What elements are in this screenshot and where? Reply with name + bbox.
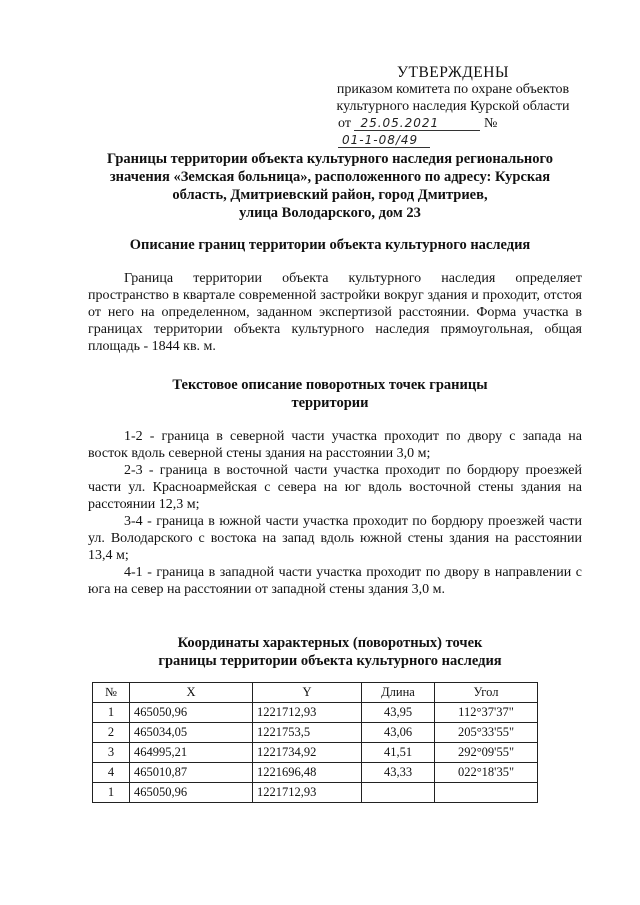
col-header-x: X	[130, 683, 253, 703]
cell-y: 1221712,93	[253, 783, 362, 803]
cell-angle	[435, 783, 538, 803]
approval-line-1: приказом комитета по охране объектов	[336, 82, 570, 97]
cell-length	[362, 783, 435, 803]
point-item: 2-3 - граница в восточной части участка проходит по бордюру проезжей части ул. Красноармейская с севера на юг вдоль восточной стены здания на расстоянии 12,3 м;	[88, 463, 582, 512]
table-row	[93, 783, 538, 803]
table-row	[93, 703, 538, 723]
col-header-number: №	[93, 683, 130, 703]
cell-y: 1221734,92	[253, 743, 362, 763]
coords-heading	[80, 634, 580, 670]
main-heading-line: улица Володарского, дом 23	[239, 205, 421, 221]
cell-y: 1221696,48	[253, 763, 362, 783]
coordinates-table	[92, 682, 538, 803]
table-row	[93, 763, 538, 783]
main-heading	[80, 150, 580, 222]
cell-number: 1	[93, 703, 130, 723]
approval-line-2: культурного наследия Курской области	[336, 99, 570, 114]
cell-angle: 292°09'55"	[435, 743, 538, 763]
cell-x: 465034,05	[130, 723, 253, 743]
cell-number: 1	[93, 783, 130, 803]
coords-heading-line: границы территории объекта культурного наследия	[158, 653, 502, 669]
col-header-angle: Угол	[435, 683, 538, 703]
description-text: Граница территории объекта культурного наследия определяет пространство в квартале современной застройки вокруг здания и проходит, отстоя от него на определенном, заданном экспертизой расстоянии. Форма участка в границах территории объекта культурного наследия прямоугольная, общая площадь - 1844 кв. м.	[88, 271, 582, 354]
table-row	[93, 743, 538, 763]
cell-number: 4	[93, 763, 130, 783]
coords-heading-line: Координаты характерных (поворотных) точек	[177, 635, 483, 651]
approval-date-line	[318, 115, 588, 149]
points-heading	[80, 376, 580, 412]
cell-angle: 022°18'35"	[435, 763, 538, 783]
cell-y: 1221753,5	[253, 723, 362, 743]
col-header-length: Длина	[362, 683, 435, 703]
main-heading-line: значения «Земская больница», расположенного по адресу: Курская	[109, 169, 551, 185]
cell-x: 465050,96	[130, 783, 253, 803]
approval-block	[318, 64, 588, 149]
date-handwritten: 25.05.2021	[354, 117, 480, 131]
point-item: 4-1 - граница в западной части участка проходит по двору в направлении с юга на север на расстоянии от западной стены здания 3,0 м.	[88, 565, 582, 597]
col-header-y: Y	[253, 683, 362, 703]
cell-x: 464995,21	[130, 743, 253, 763]
main-heading-line: Границы территории объекта культурного наследия регионального	[107, 151, 553, 167]
cell-length: 41,51	[362, 743, 435, 763]
cell-x: 465010,87	[130, 763, 253, 783]
table-header-row	[93, 683, 538, 703]
cell-angle: 112°37'37"	[435, 703, 538, 723]
number-prefix: №	[483, 116, 498, 131]
cell-length: 43,33	[362, 763, 435, 783]
description-heading: Описание границ территории объекта культурного наследия	[129, 237, 531, 253]
main-heading-line: область, Дмитриевский район, город Дмитриев,	[172, 187, 488, 203]
cell-number: 2	[93, 723, 130, 743]
points-heading-line: территории	[291, 395, 369, 411]
approval-title: УТВЕРЖДЕНЫ	[397, 64, 509, 81]
table-row	[93, 723, 538, 743]
cell-length: 43,95	[362, 703, 435, 723]
cell-angle: 205°33'55"	[435, 723, 538, 743]
cell-number: 3	[93, 743, 130, 763]
description-paragraph	[88, 270, 582, 355]
cell-length: 43,06	[362, 723, 435, 743]
points-list	[88, 428, 582, 598]
points-heading-line: Текстовое описание поворотных точек границы	[172, 377, 488, 393]
cell-x: 465050,96	[130, 703, 253, 723]
cell-y: 1221712,93	[253, 703, 362, 723]
point-item: 3-4 - граница в южной части участка проходит по бордюру проезжей части ул. Володарского с востока на запад вдоль южной стены здания на расстоянии 13,4 м;	[88, 514, 582, 563]
point-item: 1-2 - граница в северной части участка проходит по двору с запада на восток вдоль северной стены здания на расстоянии 3,0 м;	[88, 429, 582, 461]
date-prefix: от	[338, 116, 351, 131]
number-handwritten: 01-1-08/49	[338, 134, 430, 148]
